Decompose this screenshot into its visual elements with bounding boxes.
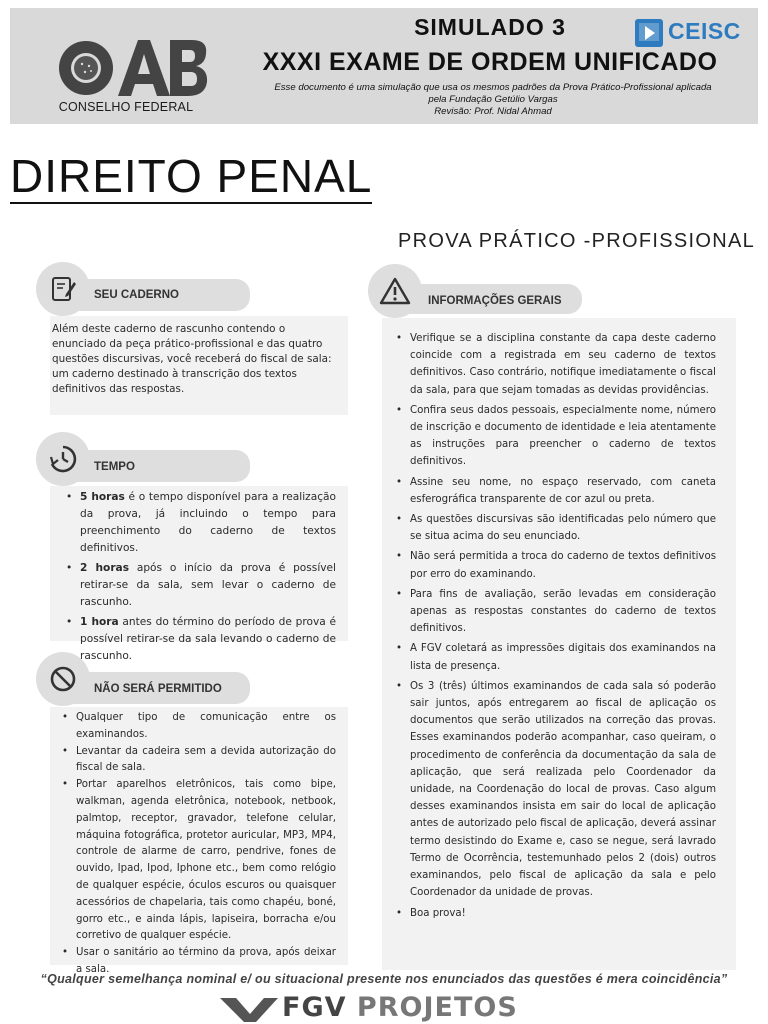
bold-term: 5 horas — [80, 491, 125, 503]
section-body-tempo — [50, 486, 348, 662]
section-body-caderno — [50, 316, 348, 415]
exam-type: PROVA PRÁTICO -PROFISSIONAL — [398, 230, 756, 252]
list-item: • Levantar da cadeira sem a devida autorização do fiscal de sala. — [62, 744, 336, 778]
section-body-proibido — [50, 707, 348, 975]
simulado-title: SIMULADO 3 — [414, 14, 566, 40]
caderno-text: Além deste caderno de rascunho contendo o enunciado da peça prático-profissional e das quatro questões discursivas, você receberá do fiscal de sala: um caderno destinado à transcrição dos textos definitivos das respostas. — [52, 323, 332, 395]
section-icon-tempo — [36, 432, 90, 486]
fgv-logo-icon — [220, 996, 280, 1024]
section-title: TEMPO — [94, 461, 135, 473]
section-icon-proibido — [36, 652, 90, 706]
pencil-paper-icon — [48, 274, 78, 304]
exam-title: XXXI EXAME DE ORDEM UNIFICADO — [262, 48, 718, 76]
list-item: • Verifique se a disciplina constante da capa deste caderno coincide com a registrada em seu caderno de textos definitivos. Caso contrário, notifique imediatamente o fiscal da sala, para que sejam tomadas as devidas providências. — [396, 330, 716, 399]
section-icon-caderno — [36, 262, 90, 316]
list-item: • Qualquer tipo de comunicação entre os examinandos. — [62, 710, 336, 744]
clock-icon — [48, 444, 78, 474]
header-note-line: Esse documento é uma simulação que usa os mesmos padrões da Prova Prático-Profissional aplicada — [274, 82, 712, 93]
item-text: antes do término do período de prova é possível retirar-se da sala levando o caderno de rascunho. — [80, 616, 336, 662]
list-item — [66, 560, 336, 611]
list-item: • Portar aparelhos eletrônicos, tais como bipe, walkman, agenda eletrônica, notebook, netbook, palmtop, receptor, gravador, telefone celular, máquina fotográfica, protetor auricular, MP3, MP4, controle de alarme de carro, pendrive, fones de ouvido, Ipad, Ipod, Iphone etc., bem como relógio de qualquer espécie, óculos escuros ou quaisquer acessórios de chapelaria, tais como chapéu, boné, gorro etc., e ainda lápis, lapiseira, borracha e/ou corretivo de qualquer espécie. — [62, 777, 336, 945]
prohibited-icon — [48, 664, 78, 694]
fgv-brand-a: FGV — [282, 992, 347, 1023]
list-item — [66, 489, 336, 557]
disclaimer-quote: “Qualquer semelhança nominal e/ ou situacional presente nos enunciados das questões é mera coincidência” — [40, 972, 728, 986]
item-text: após o início da prova é possível retirar-se da sala, sem levar o caderno de rascunho. — [80, 562, 336, 608]
bold-term: 1 hora — [80, 616, 119, 628]
oab-logo — [58, 38, 208, 98]
list-item: • Confira seus dados pessoais, especialmente nome, número de inscrição e documento de identidade e leia atentamente as instruções para preencher o caderno de textos definitivos. — [396, 402, 716, 471]
fgv-brand-b: PROJETOS — [356, 992, 518, 1023]
section-icon-informacoes — [368, 264, 422, 318]
bold-term: 2 horas — [80, 562, 130, 574]
list-item: • As questões discursivas são identificadas pelo número que se situa acima do seu enunciado. — [396, 511, 716, 545]
warning-icon — [379, 276, 411, 306]
list-item — [66, 614, 336, 665]
section-body-informacoes — [382, 318, 736, 970]
ceisc-logo-icon — [634, 18, 664, 48]
header-note — [228, 82, 758, 118]
list-item: • Assine seu nome, no espaço reservado, com caneta esferográfica transparente de cor azul ou preta. — [396, 474, 716, 508]
section-title: NÃO SERÁ PERMITIDO — [94, 683, 222, 695]
list-item: • Os 3 (três) últimos examinandos de cada sala só poderão sair juntos, após entregarem ao fiscal de aplicação os documentos que serão utilizados na correção das provas. Esses examinandos poderão acompanhar, caso queiram, o procedimento de conferência da documentação da sala de aplicação, que será realizada pelo Coordenador da unidade, na Coordenação do local de provas. Caso algum desses examinandos insista em sair do local de aplicação antes de autorizado pelo fiscal de aplicação, deverá assinar termo desistindo do Exame e, caso se negue, será lavrado Termo de Ocorrência, testemunhado pelos 2 (dois) outros examinandos, pelo fiscal de aplicação da sala e pelo Coordenador da unidade de provas. — [396, 678, 716, 902]
item-text: é o tempo disponível para a realização da prova, já incluindo o tempo para preenchimento do caderno de textos definitivos. — [80, 491, 336, 554]
section-title: SEU CADERNO — [94, 289, 179, 301]
subject-title: DIREITO PENAL — [10, 150, 373, 202]
oab-subtitle: CONSELHO FEDERAL — [58, 100, 194, 114]
list-item: • Boa prova! — [396, 905, 716, 922]
list-item: • Não será permitida a troca do caderno de textos definitivos por erro do examinando. — [396, 548, 716, 582]
ceisc-brand: CEISC — [668, 18, 741, 44]
list-item: • Para fins de avaliação, serão levadas em consideração apenas as respostas constantes do caderno de textos definitivos. — [396, 586, 716, 638]
list-item: • A FGV coletará as impressões digitais dos examinandos na lista de presença. — [396, 640, 716, 674]
header-note-line: Revisão: Prof. Nidal Ahmad — [434, 106, 552, 117]
list-item: • Usar o sanitário ao término da prova, após deixar a sala. — [62, 945, 336, 979]
section-title: INFORMAÇÕES GERAIS — [428, 295, 562, 307]
header-note-line: pela Fundação Getúlio Vargas — [428, 94, 558, 105]
fgv-brand — [282, 992, 518, 1023]
